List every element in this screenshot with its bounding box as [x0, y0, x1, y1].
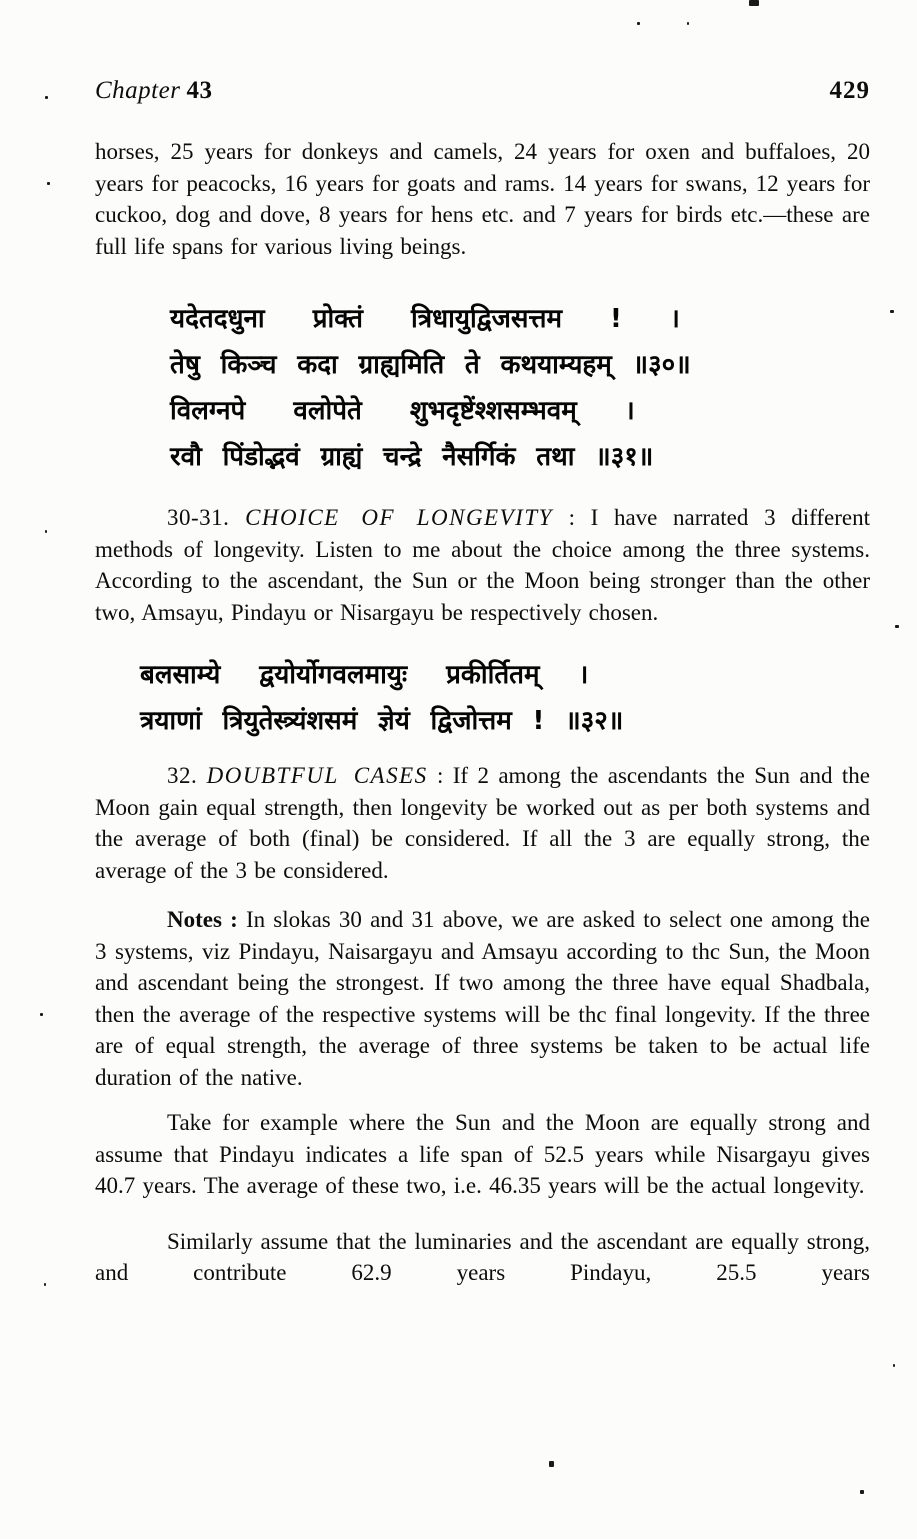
scan-speck — [860, 1490, 864, 1494]
scan-speck — [895, 625, 899, 628]
chapter-heading — [95, 76, 212, 106]
notes-text: In slokas 30 and 31 above, we are asked to select one among the 3 systems, viz Pindayu, Naisargayu and Amsayu according to thc Sun, the Moon and ascendant being the strongest. If two among the three have equal Shadbala, then the average of the respective systems will be thc final longevity. If the three are of equal strength, the average of three systems be taken to be actual life duration of the native. — [95, 907, 871, 1090]
scan-speck — [549, 1461, 554, 1467]
verse-line: रवौ पिंडोद्भवं ग्राह्यं चन्द्रे नैसर्गिकं तथा ॥३१॥ — [170, 442, 654, 472]
page-header — [95, 76, 870, 106]
page-number: 429 — [829, 77, 870, 104]
sanskrit-verse-32 — [95, 652, 870, 744]
section-text: : If 2 among the ascendants the Sun and the Moon gain equal strength, then longevity be worked out as per both systems and the average of both (final) be considered. If all the 3 are equally strong, the average of the 3 be considered. — [95, 763, 871, 883]
paragraph-choice-of-longevity — [95, 502, 870, 628]
scan-speck — [890, 310, 894, 313]
section-title-choice: CHOICE OF LONGEVITY — [245, 505, 553, 530]
notes-label: Notes : — [167, 907, 238, 932]
paragraph-example: Take for example where the Sun and the Moon are equally strong and assume that Pindayu indicates a life span of 52.5 years while Nisargayu gives 40.7 years. The average of these two, i.e. 46.35 years will be the actual longevity. — [95, 1110, 870, 1198]
chapter-number: 43 — [186, 77, 213, 104]
scan-speck — [40, 1013, 43, 1016]
paragraph-closing: Similarly assume that the luminaries and the ascendant are equally strong, and contribute 62.9 years Pindayu, 25.5 years — [95, 1228, 870, 1285]
sloka-ref: 32. — [167, 763, 198, 788]
scan-speck — [749, 0, 759, 6]
chapter-word: Chapter — [95, 77, 181, 104]
scan-speck — [47, 182, 50, 185]
scan-speck — [45, 96, 48, 99]
scan-speck — [44, 1283, 46, 1286]
sanskrit-verse-30-31 — [95, 296, 870, 480]
verse-line: तेषु किञ्च कदा ग्राह्यमिति ते कथयाम्यहम् ॥३०॥ — [170, 350, 691, 380]
sloka-ref: 30-31. — [167, 505, 230, 530]
verse-line: त्रयाणां त्रियुतेस्त्र्यंशसमं ज्ञेयं द्विजोत्तम ! ॥३२॥ — [140, 706, 624, 736]
paragraph-lifespans: horses, 25 years for donkeys and camels, 24 years for oxen and buffaloes, 20 years for peacocks, 16 years for goats and rams. 14 years for swans, 12 years for cuckoo, dog and dove, 8 years for hens etc. and 7 years for birds etc.—these are full life spans for various living beings. — [95, 139, 870, 259]
verse-line: बलसाम्ये द्वयोर्योगवलमायुः प्रकीर्तितम् । — [140, 660, 589, 690]
paragraph-doubtful-cases — [95, 760, 870, 886]
scan-speck — [637, 22, 640, 25]
section-text: : I have narrated 3 different methods of longevity. Listen to me about the choice among the three systems. According to the ascendant, the Sun or the Moon being stronger than the other two, Amsayu, Pindayu or Nisargayu be respectively chosen. — [95, 505, 870, 625]
paragraph-notes — [95, 904, 870, 1093]
verse-line: यदेतदधुना प्रोक्तं त्रिधायुद्विजसत्तम ! । — [170, 304, 680, 334]
scan-speck — [687, 22, 689, 25]
scan-speck — [45, 530, 47, 533]
verse-line: विलग्नपे वलोपेते शुभदृष्टेंश्शसम्भवम् । — [170, 396, 635, 426]
scan-speck — [893, 1364, 895, 1367]
section-title-doubtful: DOUBTFUL CASES — [206, 763, 428, 788]
